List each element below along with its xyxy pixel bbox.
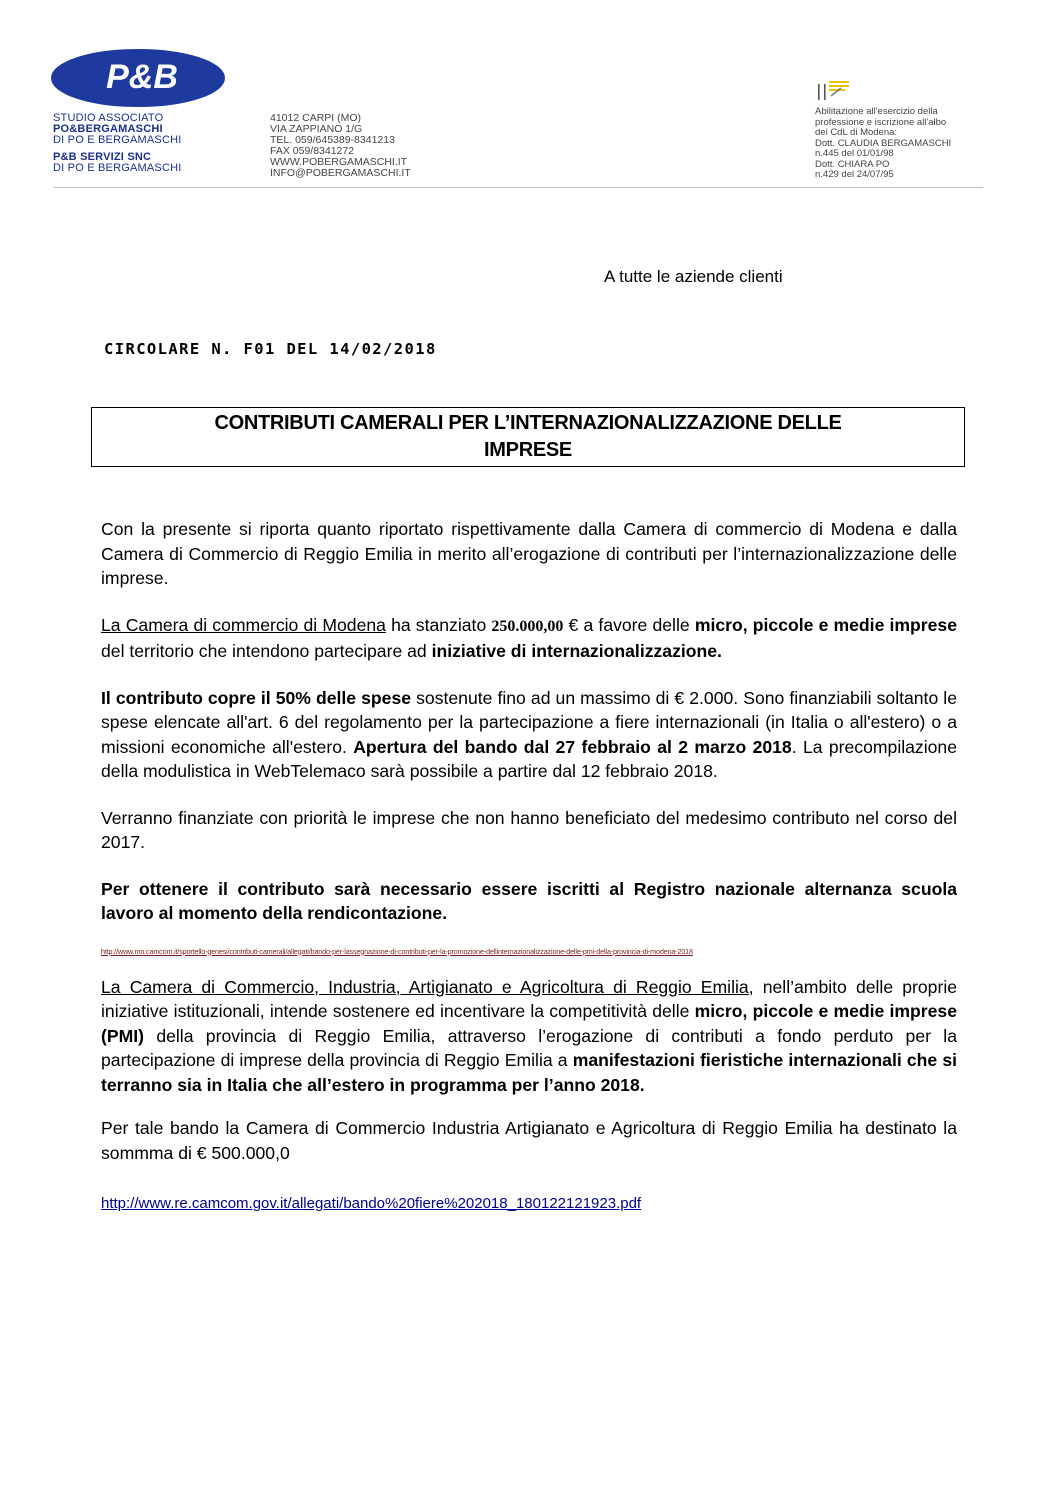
contact-block [270,113,411,179]
logo-text: P&B [106,58,178,96]
contact-line: INFO@POBERGAMASCHI.IT [270,167,411,179]
contact-line: 41012 CARPI (MO) [270,112,362,124]
modena-chamber-link[interactable]: La Camera di commercio di Modena [101,614,386,635]
registration-line: Abilitazione all'esercizio della [815,106,938,117]
paragraph-modena: La Camera di commercio di Modena ha stanziato 250.000,00 € a favore delle micro, piccole e medie imprese del territorio che intendono partecipare ad iniziative di internazionalizzazione. [101,614,957,661]
firm-name-block [53,113,182,174]
paragraph-priority: Verranno finanziate con priorità le imprese che non hanno beneficiato del medesimo contributo nel corso del 2017. [101,807,957,852]
title-line-2: IMPRESE [484,439,572,461]
registration-line: n.429 del 24/07/95 [815,169,894,180]
amount-value: 250.000,00 [491,617,564,635]
reggio-bando-link[interactable]: http://www.re.camcom.gov.it/allegati/bando%20fiere%202018_180122121923.pdf [101,1195,642,1212]
paragraph-requirement: Per ottenere il contributo sarà necessario essere iscritti al Registro nazionale alternanza scuola lavoro al momento della rendicontazione. [101,878,957,923]
circular-number: CIRCOLARE N. F01 DEL 14/02/2018 [104,340,437,358]
registration-line: professione e iscrizione all'albo [815,116,947,128]
reggio-chamber-link[interactable]: La Camera di Commercio, Industria, Artigianato e Agricoltura di Reggio Emilia [101,976,749,997]
firm-line-2: PO&BERGAMASCHI [53,123,163,135]
registry-mark-icon [815,78,855,104]
contact-line: VIA ZAPPIANO 1/G [270,123,363,135]
paragraph-reggio: La Camera di Commercio, Industria, Artigianato e Agricoltura di Reggio Emilia, nell’ambito delle proprie iniziative istituzionali, intende sostenere ed incentivare la competitività delle micro, piccole e medie imprese (PMI) della provincia di Reggio Emilia, attraverso l’erogazione di contributi a fondo perduto per la partecipazione di imprese della provincia di Reggio Emilia a manifestazioni fieristiche internazionali che si terranno sia in Italia che all’estero in programma per l’anno 2018. [101,976,958,1095]
firm-line-1: STUDIO ASSOCIATO [53,112,164,124]
contact-line: WWW.POBERGAMASCHI.IT [270,156,408,168]
document-title [91,407,965,467]
registration-line: Dott. CHIARA PO [815,158,890,170]
contact-line: FAX 059/8341272 [270,145,355,157]
firm-line-3: DI PO E BERGAMASCHI [53,134,182,146]
title-line-1: CONTRIBUTI CAMERALI PER L’INTERNAZIONALIZZAZIONE DELLE [214,412,842,434]
company-logo [50,48,230,108]
logo-ellipse-icon [50,48,230,108]
paragraph-intro: Con la presente si riporta quanto riportato rispettivamente dalla Camera di commercio di Modena e dalla Camera di Commercio di Reggio Emilia in merito all’erogazione di contributi per l’internazionalizzazione delle imprese. [101,519,957,588]
document-body [101,517,957,1217]
registration-line: Dott. CLAUDIA BERGAMASCHI [815,137,952,149]
firm-line-4: P&B SERVIZI SNC [53,151,152,163]
modena-bando-link[interactable]: http://www.mo.camcom.it/sportello-genesi/contributi-camerali/allegati/bando-per-lassegnazione-di-contributi-per-la-promozione-dellinternazionalizzazione-delle-pmi-della-provincia-di-modena-2018 [101,946,693,956]
recipient-line: A tutte le aziende clienti [604,267,783,286]
registration-block [815,107,1015,181]
header-divider [53,187,983,188]
registration-line: n.445 del 01/01/98 [815,148,894,159]
paragraph-contribution: Il contributo copre il 50% delle spese sostenute fino ad un massimo di € 2.000. Sono finanziabili soltanto le spese elencate all'art. 6 del regolamento per la partecipazione a fiere internazionali (in Italia o all'estero) o a missioni economiche all'estero. Apertura del bando dal 27 febbraio al 2 marzo 2018. La precompilazione della modulistica in WebTelemaco sarà possibile a partire dal 12 febbraio 2018. [101,687,957,781]
registration-line: dei CdL di Modena: [815,127,898,138]
paragraph-reggio-budget: Per tale bando la Camera di Commercio Industria Artigianato e Agricoltura di Reggio Emilia ha destinato la sommma di € 500.000,0 [101,1118,957,1163]
firm-line-5: DI PO E BERGAMASCHI [53,162,182,174]
contact-line: TEL. 059/645389-8341213 [270,134,395,146]
